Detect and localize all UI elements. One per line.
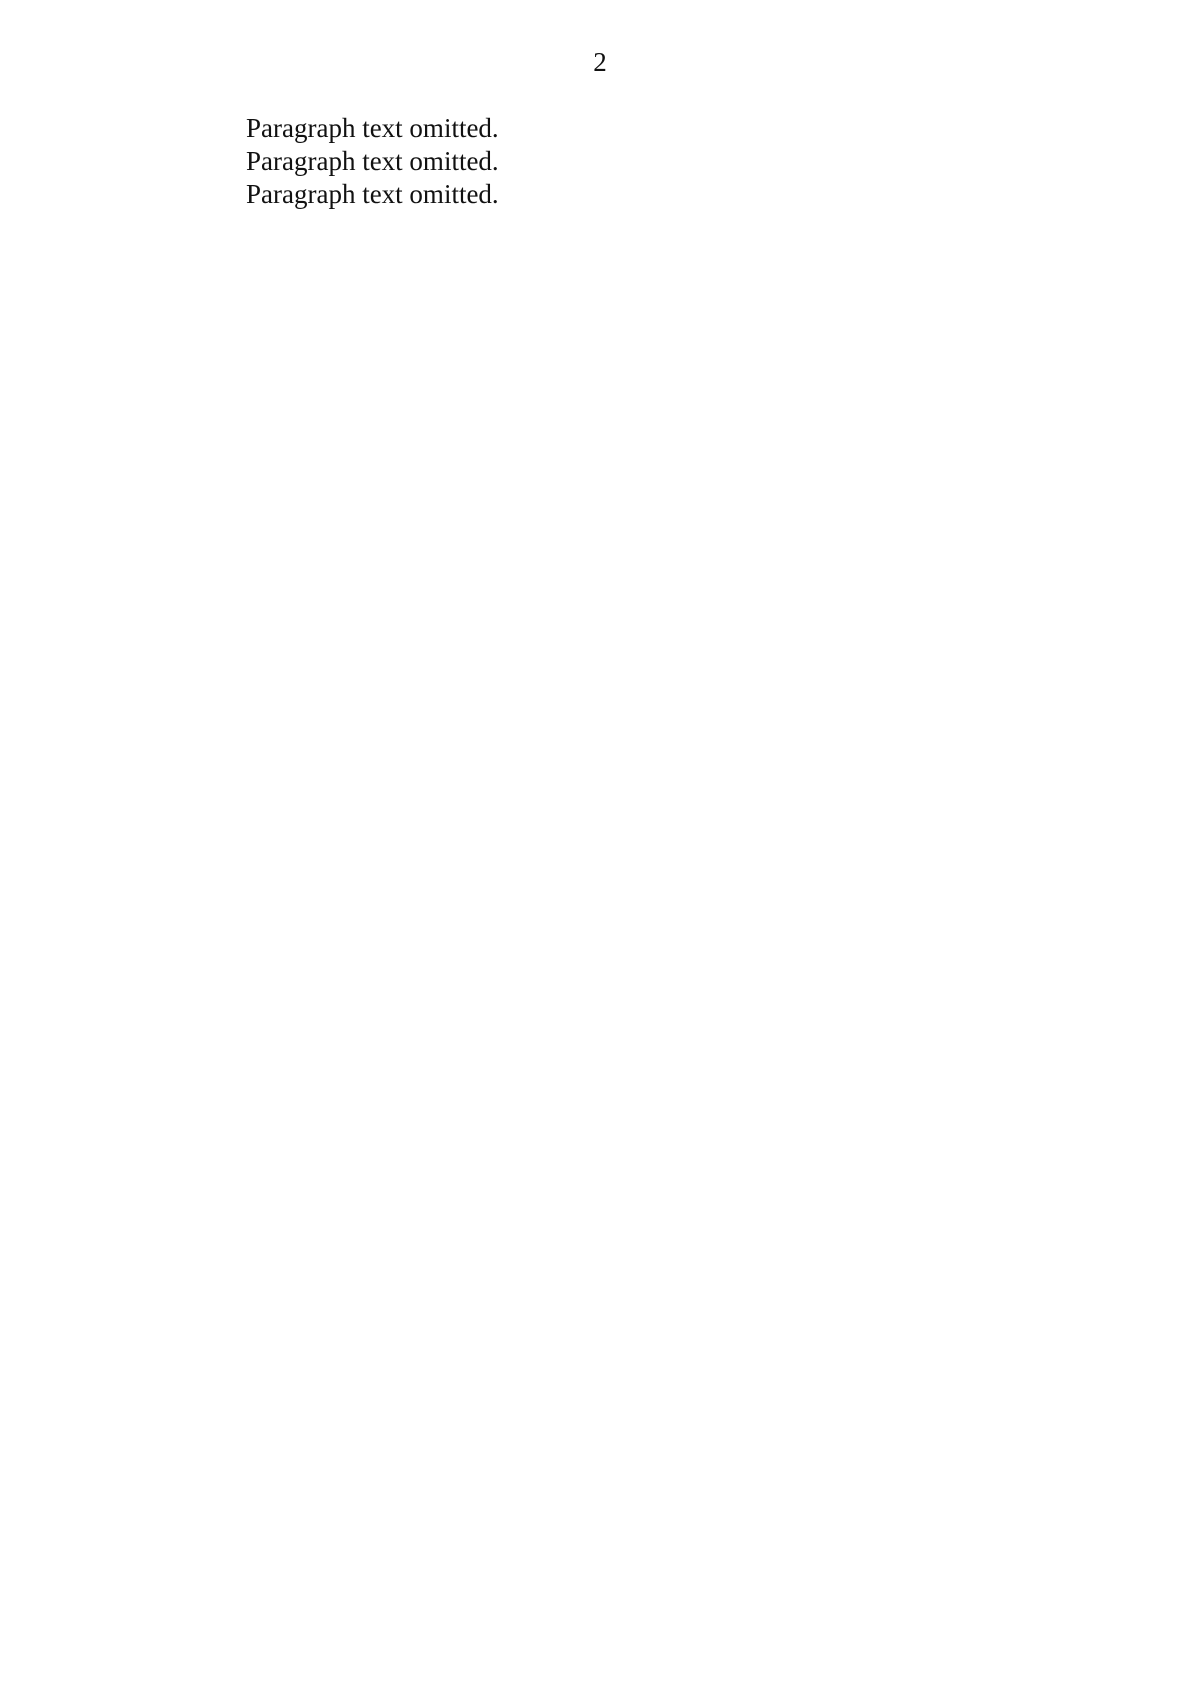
paragraph: Paragraph text omitted. (246, 146, 499, 176)
body-text (176, 112, 1130, 211)
page-number: 2 (593, 47, 607, 77)
paragraph: Paragraph text omitted. (246, 179, 499, 209)
paragraph: Paragraph text omitted. (246, 113, 499, 143)
